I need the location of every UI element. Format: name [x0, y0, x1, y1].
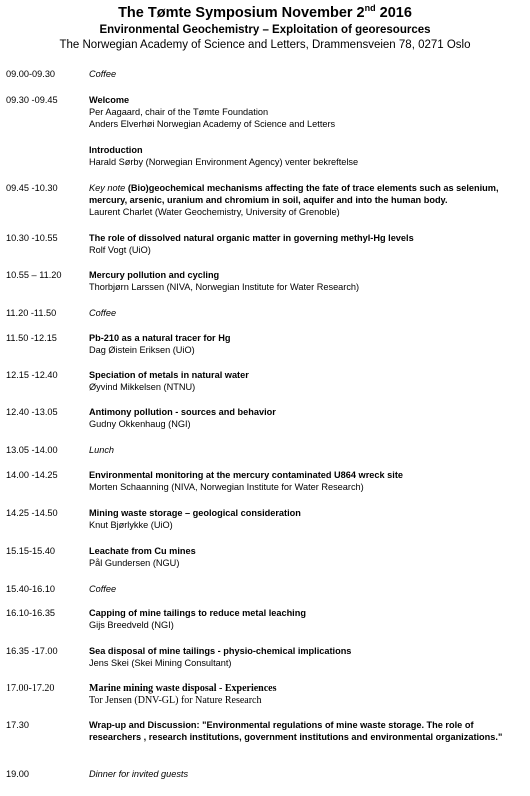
talk-title: Pb-210 as a natural tracer for Hg — [89, 333, 231, 343]
speaker-line: Morten Schaanning (NIVA, Norwegian Institute for Water Research) — [89, 482, 364, 492]
speaker-line: Jens Skei (Skei Mining Consultant) — [89, 658, 232, 668]
talk-title: Leachate from Cu mines — [89, 546, 196, 556]
talk-title: Marine mining waste disposal - Experiences — [89, 683, 277, 694]
title-text: The Tømte Symposium November 2 — [118, 5, 365, 21]
time-slot: 12.40 -13.05 — [6, 407, 58, 417]
time-slot: 11.50 -12.15 — [6, 333, 57, 343]
time-slot: 16.10-16.35 — [6, 608, 56, 618]
talk-title: Speciation of metals in natural water — [89, 370, 249, 380]
speaker-line: Laurent Charlet (Water Geochemistry, University of Grenoble) — [89, 207, 340, 217]
speaker-line: Gijs Breedveld (NGI) — [89, 620, 174, 630]
speaker-line: Harald Sørby (Norwegian Environment Agency) venter bekreftelse — [89, 157, 359, 167]
talk-title: The role of dissolved natural organic matter in governing methyl-Hg levels — [89, 233, 414, 243]
title-superscript: nd — [364, 3, 376, 13]
speaker-line: Per Aagaard, chair of the Tømte Foundation — [89, 107, 269, 117]
time-slot: 12.15 -12.40 — [6, 370, 58, 380]
talk-title: (Bio)geochemical mechanisms affecting the fate of trace elements such as selenium, mercury, arsenic, uranium and chromium in soil, aquifer and into the human body. — [89, 183, 499, 205]
time-slot: 14.00 -14.25 — [6, 470, 58, 480]
time-slot: 09.00-09.30 — [6, 69, 56, 79]
talk-title: Mercury pollution and cycling — [89, 270, 220, 280]
talk-title: Capping of mine tailings to reduce metal leaching — [89, 608, 306, 618]
time-slot: 09.30 -09.45 — [6, 95, 58, 105]
subtitle: Environmental Geochemistry – Exploitation of georesources — [99, 24, 431, 36]
speaker-line: Øyvind Mikkelsen (NTNU) — [89, 382, 196, 392]
talk-title: Introduction — [89, 145, 143, 155]
page-title — [0, 4, 530, 22]
break-label: Dinner for invited guests — [89, 769, 189, 779]
time-slot: 17.00-17.20 — [6, 683, 55, 694]
talk-title: Wrap-up and Discussion: "Environmental regulations of mine waste storage. The role of researchers , research institutions, government institutions and environmental organizations." — [89, 720, 503, 742]
time-slot: 17.30 — [6, 720, 29, 730]
time-slot: 13.05 -14.00 — [6, 445, 58, 455]
speaker-line: Tor Jensen (DNV-GL) for Nature Research — [89, 695, 262, 706]
time-slot: 15.40-16.10 — [6, 584, 56, 594]
time-slot: 10.30 -10.55 — [6, 233, 58, 243]
time-slot: 15.15-15.40 — [6, 546, 56, 556]
speaker-line: Knut Bjørlykke (UiO) — [89, 520, 173, 530]
talk-title: Welcome — [89, 95, 130, 105]
speaker-line: Thorbjørn Larssen (NIVA, Norwegian Institute for Water Research) — [89, 282, 360, 292]
time-slot: 19.00 — [6, 769, 29, 779]
talk-title: Sea disposal of mine tailings - physio-chemical implications — [89, 646, 352, 656]
speaker-line: Pål Gundersen (NGU) — [89, 558, 180, 568]
break-label: Coffee — [89, 308, 117, 318]
speaker-line: Dag Øistein Eriksen (UiO) — [89, 345, 195, 355]
time-slot: 14.25 -14.50 — [6, 508, 58, 518]
time-slot: 16.35 -17.00 — [6, 646, 58, 656]
break-label: Coffee — [89, 584, 117, 594]
title-year: 2016 — [375, 5, 412, 21]
talk-title: Antimony pollution - sources and behavior — [89, 407, 276, 417]
time-slot: 09.45 -10.30 — [6, 183, 58, 193]
speaker-line: Rolf Vogt (UiO) — [89, 245, 151, 255]
speaker-line: Anders Elverhøi Norwegian Academy of Science and Letters — [89, 119, 336, 129]
time-slot: 11.20 -11.50 — [6, 308, 57, 318]
break-label: Lunch — [89, 445, 115, 455]
talk-title: Environmental monitoring at the mercury contaminated U864 wreck site — [89, 470, 403, 480]
talk-title: Mining waste storage – geological consideration — [89, 508, 301, 518]
time-slot: 10.55 – 11.20 — [6, 270, 62, 280]
keynote-label: Key note — [89, 183, 126, 193]
speaker-line: Gudny Okkenhaug (NGI) — [89, 419, 191, 429]
venue-line: The Norwegian Academy of Science and Letters, Drammensveien 78, 0271 Oslo — [59, 39, 471, 51]
document-header — [0, 4, 530, 53]
break-label: Coffee — [89, 69, 117, 79]
